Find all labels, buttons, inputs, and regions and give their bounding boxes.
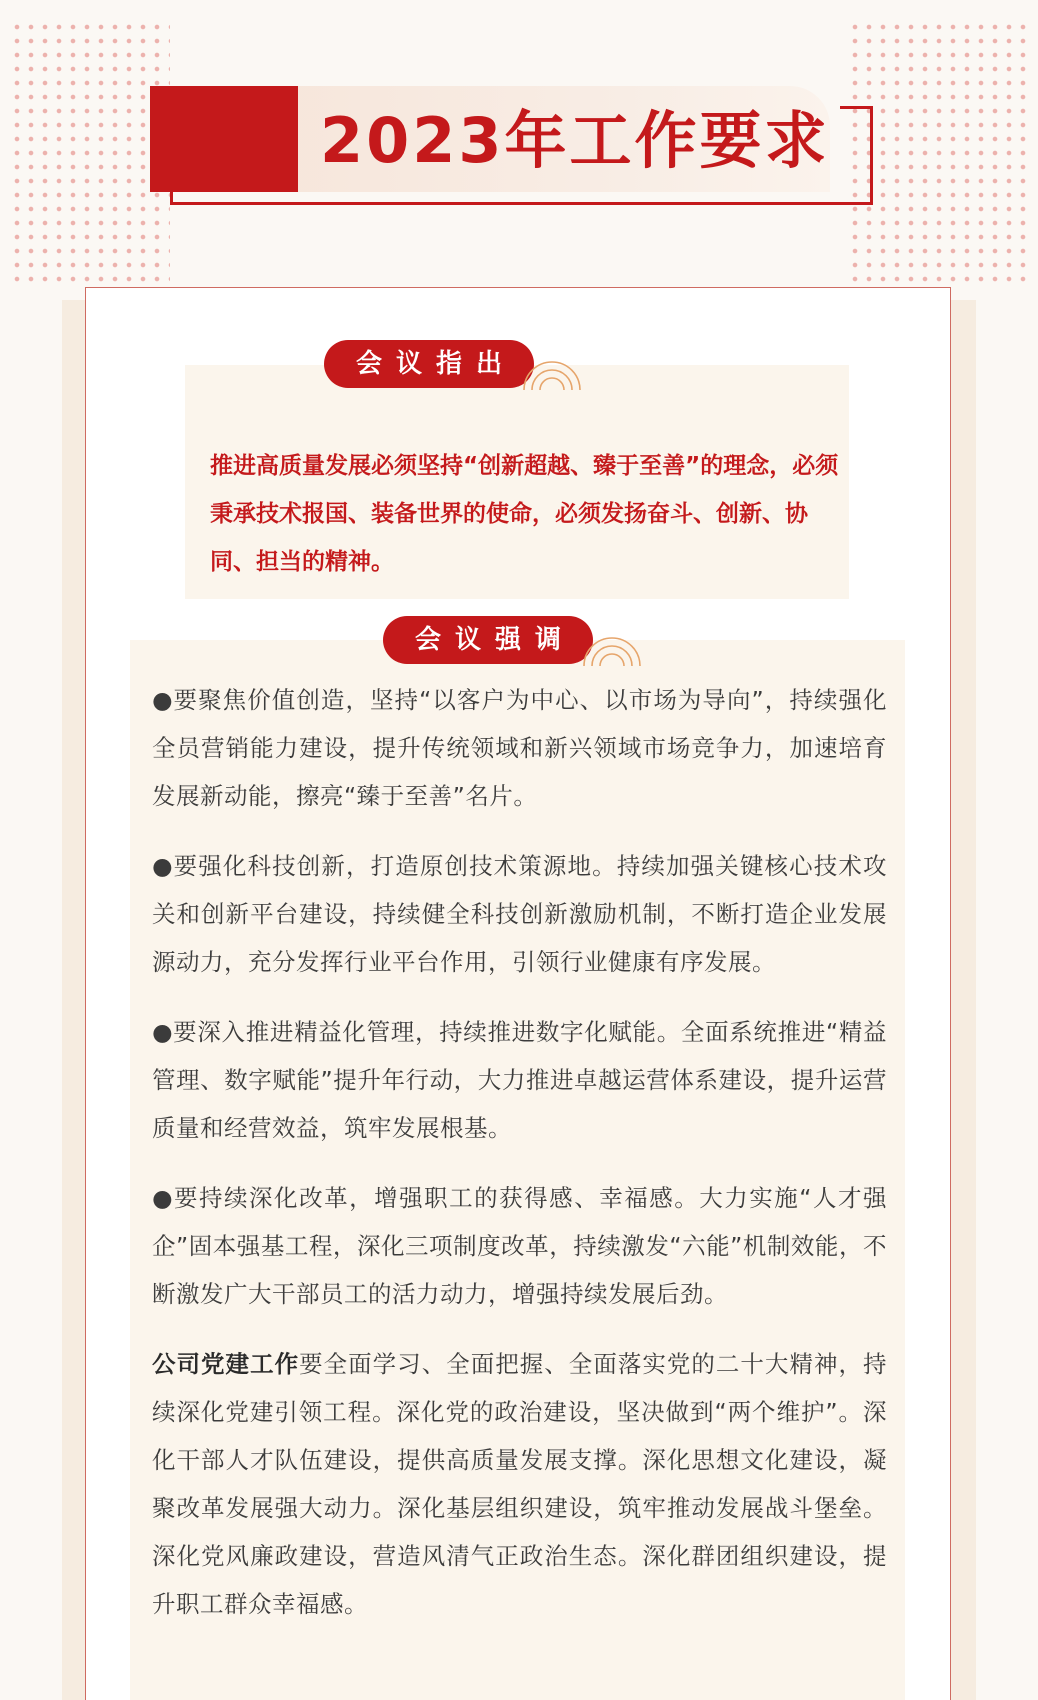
section2-label: 会议强调 <box>383 616 593 664</box>
rings-icon <box>520 350 584 390</box>
paragraph: ●要深入推进精益化管理，持续推进数字化赋能。全面系统推进“精益管理、数字赋能”提升年行动，大力推进卓越运营体系建设，提升运营质量和经营效益，筑牢发展根基。 <box>152 1018 887 1142</box>
header-outline-tick <box>170 182 173 202</box>
section2-paragraphs <box>152 676 887 1650</box>
paragraph: ●要持续深化改革，增强职工的获得感、幸福感。大力实施“人才强企”固本强基工程，深化三项制度改革，持续激发“六能”机制效能，不断激发广大干部员工的活力动力，增强持续发展后劲。 <box>152 1184 887 1308</box>
paragraph: ●要聚焦价值创造，坚持“以客户为中心、以市场为导向”，持续强化全员营销能力建设，提升传统领域和新兴领域市场竞争力，加速培育发展新动能，擦亮“臻于至善”名片。 <box>152 686 887 810</box>
paragraph: ●要强化科技创新，打造原创技术策源地。持续加强关键核心技术攻关和创新平台建设，持续健全科技创新激励机制，不断打造企业发展源动力，充分发挥行业平台作用，引领行业健康有序发展。 <box>152 852 887 976</box>
section1-text: 推进高质量发展必须坚持“创新超越、臻于至善”的理念，必须秉承技术报国、装备世界的使命，必须发扬奋斗、创新、协同、担当的精神。 <box>210 453 839 575</box>
page-header <box>150 82 880 212</box>
rings-icon <box>580 626 644 666</box>
party-lead: 公司党建工作 <box>152 1350 300 1378</box>
section1-label: 会议指出 <box>324 340 534 388</box>
page-title: 2023年工作要求 <box>320 104 830 177</box>
party-paragraph <box>152 1340 887 1628</box>
decorative-dots-left <box>10 20 170 290</box>
party-text: 要全面学习、全面把握、全面落实党的二十大精神，持续深化党建引领工程。深化党的政治建设，坚决做到“两个维护”。深化干部人才队伍建设，提供高质量发展支撑。深化思想文化建设，凝聚改革发展强大动力。深化基层组织建设，筑牢推动发展战斗堡垒。深化党风廉政建设，营造风清气正政治生态。深化群团组织建设，提升职工群众幸福感。 <box>152 1350 888 1618</box>
